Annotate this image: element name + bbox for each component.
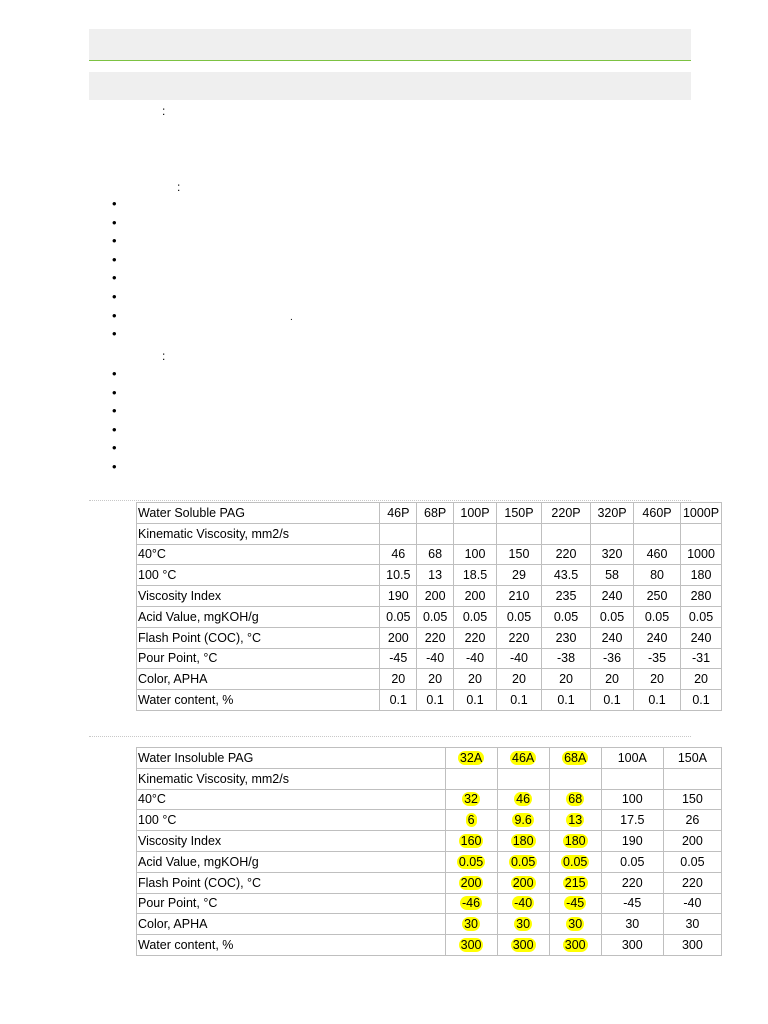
table-cell: 235 — [541, 586, 590, 607]
highlighted-value: 0.05 — [510, 854, 536, 869]
header-band — [89, 29, 691, 61]
table-row — [137, 831, 722, 852]
table-cell: 20 — [541, 669, 590, 690]
table-cell — [601, 768, 663, 789]
table-cell: 200 — [663, 831, 721, 852]
table-cell: 240 — [591, 627, 634, 648]
highlighted-value: 0.05 — [458, 854, 484, 869]
table-cell — [445, 872, 497, 893]
highlighted-value: 0.05 — [563, 854, 588, 869]
table-cell: 300 — [663, 935, 721, 956]
grade-header: 100A — [601, 748, 663, 769]
table-cell — [549, 935, 601, 956]
table-cell: 0.05 — [681, 606, 722, 627]
table-cell: 0.1 — [681, 690, 722, 711]
table-cell: 200 — [454, 586, 497, 607]
row-label: Color, APHA — [137, 914, 446, 935]
table-cell: 240 — [591, 586, 634, 607]
row-label: 40°C — [137, 789, 446, 810]
table-cell: 220 — [496, 627, 541, 648]
table-cell — [591, 523, 634, 544]
water-insoluble-pag-table — [136, 747, 722, 956]
highlighted-grade: 46A — [512, 750, 535, 765]
table-cell: 1000 — [681, 544, 722, 565]
table-cell: 220 — [601, 872, 663, 893]
table-cell: 20 — [380, 669, 417, 690]
table-cell — [634, 523, 681, 544]
table-cell: 180 — [681, 565, 722, 586]
table-cell: -45 — [380, 648, 417, 669]
table-cell — [541, 523, 590, 544]
table-cell — [497, 831, 549, 852]
table-cell: 0.05 — [663, 851, 721, 872]
table-cell: 0.05 — [634, 606, 681, 627]
highlighted-value: 30 — [516, 917, 531, 932]
table-cell: 220 — [663, 872, 721, 893]
row-label: Acid Value, mgKOH/g — [137, 606, 380, 627]
grade-header: 68P — [417, 503, 454, 524]
table-cell: 43.5 — [541, 565, 590, 586]
table-cell: -40 — [663, 893, 721, 914]
table-cell: 10.5 — [380, 565, 417, 586]
table-cell: 240 — [681, 627, 722, 648]
table-cell — [497, 872, 549, 893]
row-label: 100 °C — [137, 565, 380, 586]
table-cell — [445, 810, 497, 831]
row-label: Water content, % — [137, 935, 446, 956]
highlighted-value: 200 — [460, 875, 482, 890]
table-cell: 80 — [634, 565, 681, 586]
table-cell: 0.1 — [417, 690, 454, 711]
table-cell: 20 — [496, 669, 541, 690]
table-cell: 240 — [634, 627, 681, 648]
table-cell: 190 — [380, 586, 417, 607]
row-label: 40°C — [137, 544, 380, 565]
table-cell: 46 — [380, 544, 417, 565]
table-row — [137, 690, 722, 711]
highlighted-value: 215 — [564, 875, 586, 890]
table-cell: 0.05 — [417, 606, 454, 627]
table-cell — [549, 914, 601, 935]
table-row — [137, 768, 722, 789]
table-row — [137, 627, 722, 648]
table-row — [137, 810, 722, 831]
table-cell — [445, 789, 497, 810]
table-cell — [380, 523, 417, 544]
highlighted-value: 68 — [568, 792, 583, 807]
table-cell: -35 — [634, 648, 681, 669]
highlighted-value: 6 — [467, 813, 475, 828]
highlighted-value: -40 — [514, 896, 533, 911]
grade-header: 100P — [454, 503, 497, 524]
table-cell — [445, 914, 497, 935]
table-cell: 0.05 — [601, 851, 663, 872]
table-cell — [549, 851, 601, 872]
table-cell: 220 — [541, 544, 590, 565]
table-cell: 13 — [417, 565, 454, 586]
row-label: Viscosity Index — [137, 831, 446, 852]
table-row — [137, 648, 722, 669]
highlighted-value: 46 — [516, 792, 531, 807]
table-cell: 18.5 — [454, 565, 497, 586]
highlighted-value: -45 — [566, 896, 585, 911]
table-row — [137, 914, 722, 935]
grade-header — [445, 748, 497, 769]
table-cell — [497, 893, 549, 914]
table-cell: 20 — [634, 669, 681, 690]
table-cell: -40 — [496, 648, 541, 669]
table-cell: -36 — [591, 648, 634, 669]
table-cell — [445, 935, 497, 956]
grade-header: 150A — [663, 748, 721, 769]
highlighted-value: 160 — [460, 834, 482, 849]
table-cell — [497, 810, 549, 831]
row-label: Viscosity Index — [137, 586, 380, 607]
table-cell: 0.1 — [591, 690, 634, 711]
table-cell — [663, 768, 721, 789]
applications-colon: : — [162, 349, 166, 363]
table-cell: -38 — [541, 648, 590, 669]
table-cell: 20 — [417, 669, 454, 690]
table-cell: 0.05 — [591, 606, 634, 627]
table-cell: 0.05 — [454, 606, 497, 627]
table-cell: 280 — [681, 586, 722, 607]
highlighted-value: 180 — [564, 834, 586, 849]
table-cell — [417, 523, 454, 544]
table-cell: 220 — [417, 627, 454, 648]
table-row — [137, 669, 722, 690]
table-row — [137, 565, 722, 586]
table-row — [137, 586, 722, 607]
water-soluble-pag-table — [136, 502, 722, 711]
table-cell — [549, 810, 601, 831]
table-row — [137, 523, 722, 544]
table-cell: 20 — [681, 669, 722, 690]
table-cell: 68 — [417, 544, 454, 565]
highlighted-value: 180 — [512, 834, 534, 849]
row-label: Pour Point, °C — [137, 893, 446, 914]
row-label: 100 °C — [137, 810, 446, 831]
grade-header: 46P — [380, 503, 417, 524]
table-row — [137, 789, 722, 810]
table-cell: 26 — [663, 810, 721, 831]
table-cell — [549, 831, 601, 852]
table-cell — [445, 831, 497, 852]
table-cell: 190 — [601, 831, 663, 852]
table-cell — [496, 523, 541, 544]
table-cell: -40 — [454, 648, 497, 669]
highlighted-grade: 32A — [459, 750, 483, 765]
table-cell: 30 — [601, 914, 663, 935]
highlighted-value: 13 — [568, 813, 583, 828]
grade-header: 220P — [541, 503, 590, 524]
table-cell — [549, 872, 601, 893]
table-row — [137, 851, 722, 872]
table-header-row — [137, 503, 722, 524]
grade-header: 320P — [591, 503, 634, 524]
highlighted-value: 300 — [564, 938, 586, 953]
table-cell: 17.5 — [601, 810, 663, 831]
table-cell: 0.1 — [541, 690, 590, 711]
highlighted-grade: 68A — [564, 750, 587, 765]
table-header-row — [137, 748, 722, 769]
table-cell: 0.1 — [454, 690, 497, 711]
table-cell — [445, 768, 497, 789]
row-label: Kinematic Viscosity, mm2/s — [137, 523, 380, 544]
table-cell: 0.1 — [380, 690, 417, 711]
subheader-band — [89, 72, 691, 100]
table-cell: 20 — [591, 669, 634, 690]
grade-header — [549, 748, 601, 769]
table-cell: 200 — [380, 627, 417, 648]
table-row — [137, 893, 722, 914]
table-cell: 29 — [496, 565, 541, 586]
row-label: Acid Value, mgKOH/g — [137, 851, 446, 872]
separator-2 — [89, 736, 691, 737]
table-cell: 200 — [417, 586, 454, 607]
highlighted-value: 30 — [464, 917, 478, 932]
separator-1 — [89, 500, 691, 501]
table-cell — [549, 893, 601, 914]
table-title: Water Insoluble PAG — [137, 748, 446, 769]
table-cell: 0.05 — [541, 606, 590, 627]
table-cell — [454, 523, 497, 544]
table-cell: 0.05 — [380, 606, 417, 627]
row-label: Color, APHA — [137, 669, 380, 690]
highlighted-value: 200 — [512, 875, 534, 890]
table-cell: 300 — [601, 935, 663, 956]
table-cell: 150 — [496, 544, 541, 565]
table-row — [137, 544, 722, 565]
table-cell: 0.05 — [496, 606, 541, 627]
table-cell — [497, 851, 549, 872]
period-mark: . — [290, 312, 293, 323]
highlighted-value: 300 — [460, 938, 482, 953]
table-cell: 100 — [454, 544, 497, 565]
table-cell: -40 — [417, 648, 454, 669]
intro-colon: : — [162, 104, 166, 118]
highlighted-value: -46 — [462, 896, 481, 911]
grade-header: 460P — [634, 503, 681, 524]
row-label: Water content, % — [137, 690, 380, 711]
table-cell — [549, 768, 601, 789]
table-cell: 58 — [591, 565, 634, 586]
table-cell: -45 — [601, 893, 663, 914]
table-cell — [497, 789, 549, 810]
highlighted-value: 9.6 — [514, 813, 532, 828]
table-cell: 250 — [634, 586, 681, 607]
row-label: Flash Point (COC), °C — [137, 872, 446, 893]
row-label: Pour Point, °C — [137, 648, 380, 669]
table-cell — [549, 789, 601, 810]
row-label: Flash Point (COC), °C — [137, 627, 380, 648]
table-title: Water Soluble PAG — [137, 503, 380, 524]
table-row — [137, 935, 722, 956]
grade-header: 150P — [496, 503, 541, 524]
highlighted-value: 32 — [464, 792, 478, 807]
table-cell: 460 — [634, 544, 681, 565]
features-colon: : — [177, 180, 181, 194]
table-cell — [497, 914, 549, 935]
table-cell: 320 — [591, 544, 634, 565]
table-cell: 210 — [496, 586, 541, 607]
table-cell: 30 — [663, 914, 721, 935]
table-cell — [497, 935, 549, 956]
table-cell — [445, 851, 497, 872]
highlighted-value: 30 — [568, 917, 583, 932]
table-cell: 100 — [601, 789, 663, 810]
table-cell: 150 — [663, 789, 721, 810]
grade-header: 1000P — [681, 503, 722, 524]
table-row — [137, 606, 722, 627]
table-cell: 0.1 — [496, 690, 541, 711]
table-cell — [681, 523, 722, 544]
row-label: Kinematic Viscosity, mm2/s — [137, 768, 446, 789]
table-cell: 20 — [454, 669, 497, 690]
grade-header — [497, 748, 549, 769]
table-cell — [497, 768, 549, 789]
table-cell: 230 — [541, 627, 590, 648]
table-cell: -31 — [681, 648, 722, 669]
table-cell: 0.1 — [634, 690, 681, 711]
highlighted-value: 300 — [512, 938, 534, 953]
table-row — [137, 872, 722, 893]
table-cell — [445, 893, 497, 914]
table-cell: 220 — [454, 627, 497, 648]
